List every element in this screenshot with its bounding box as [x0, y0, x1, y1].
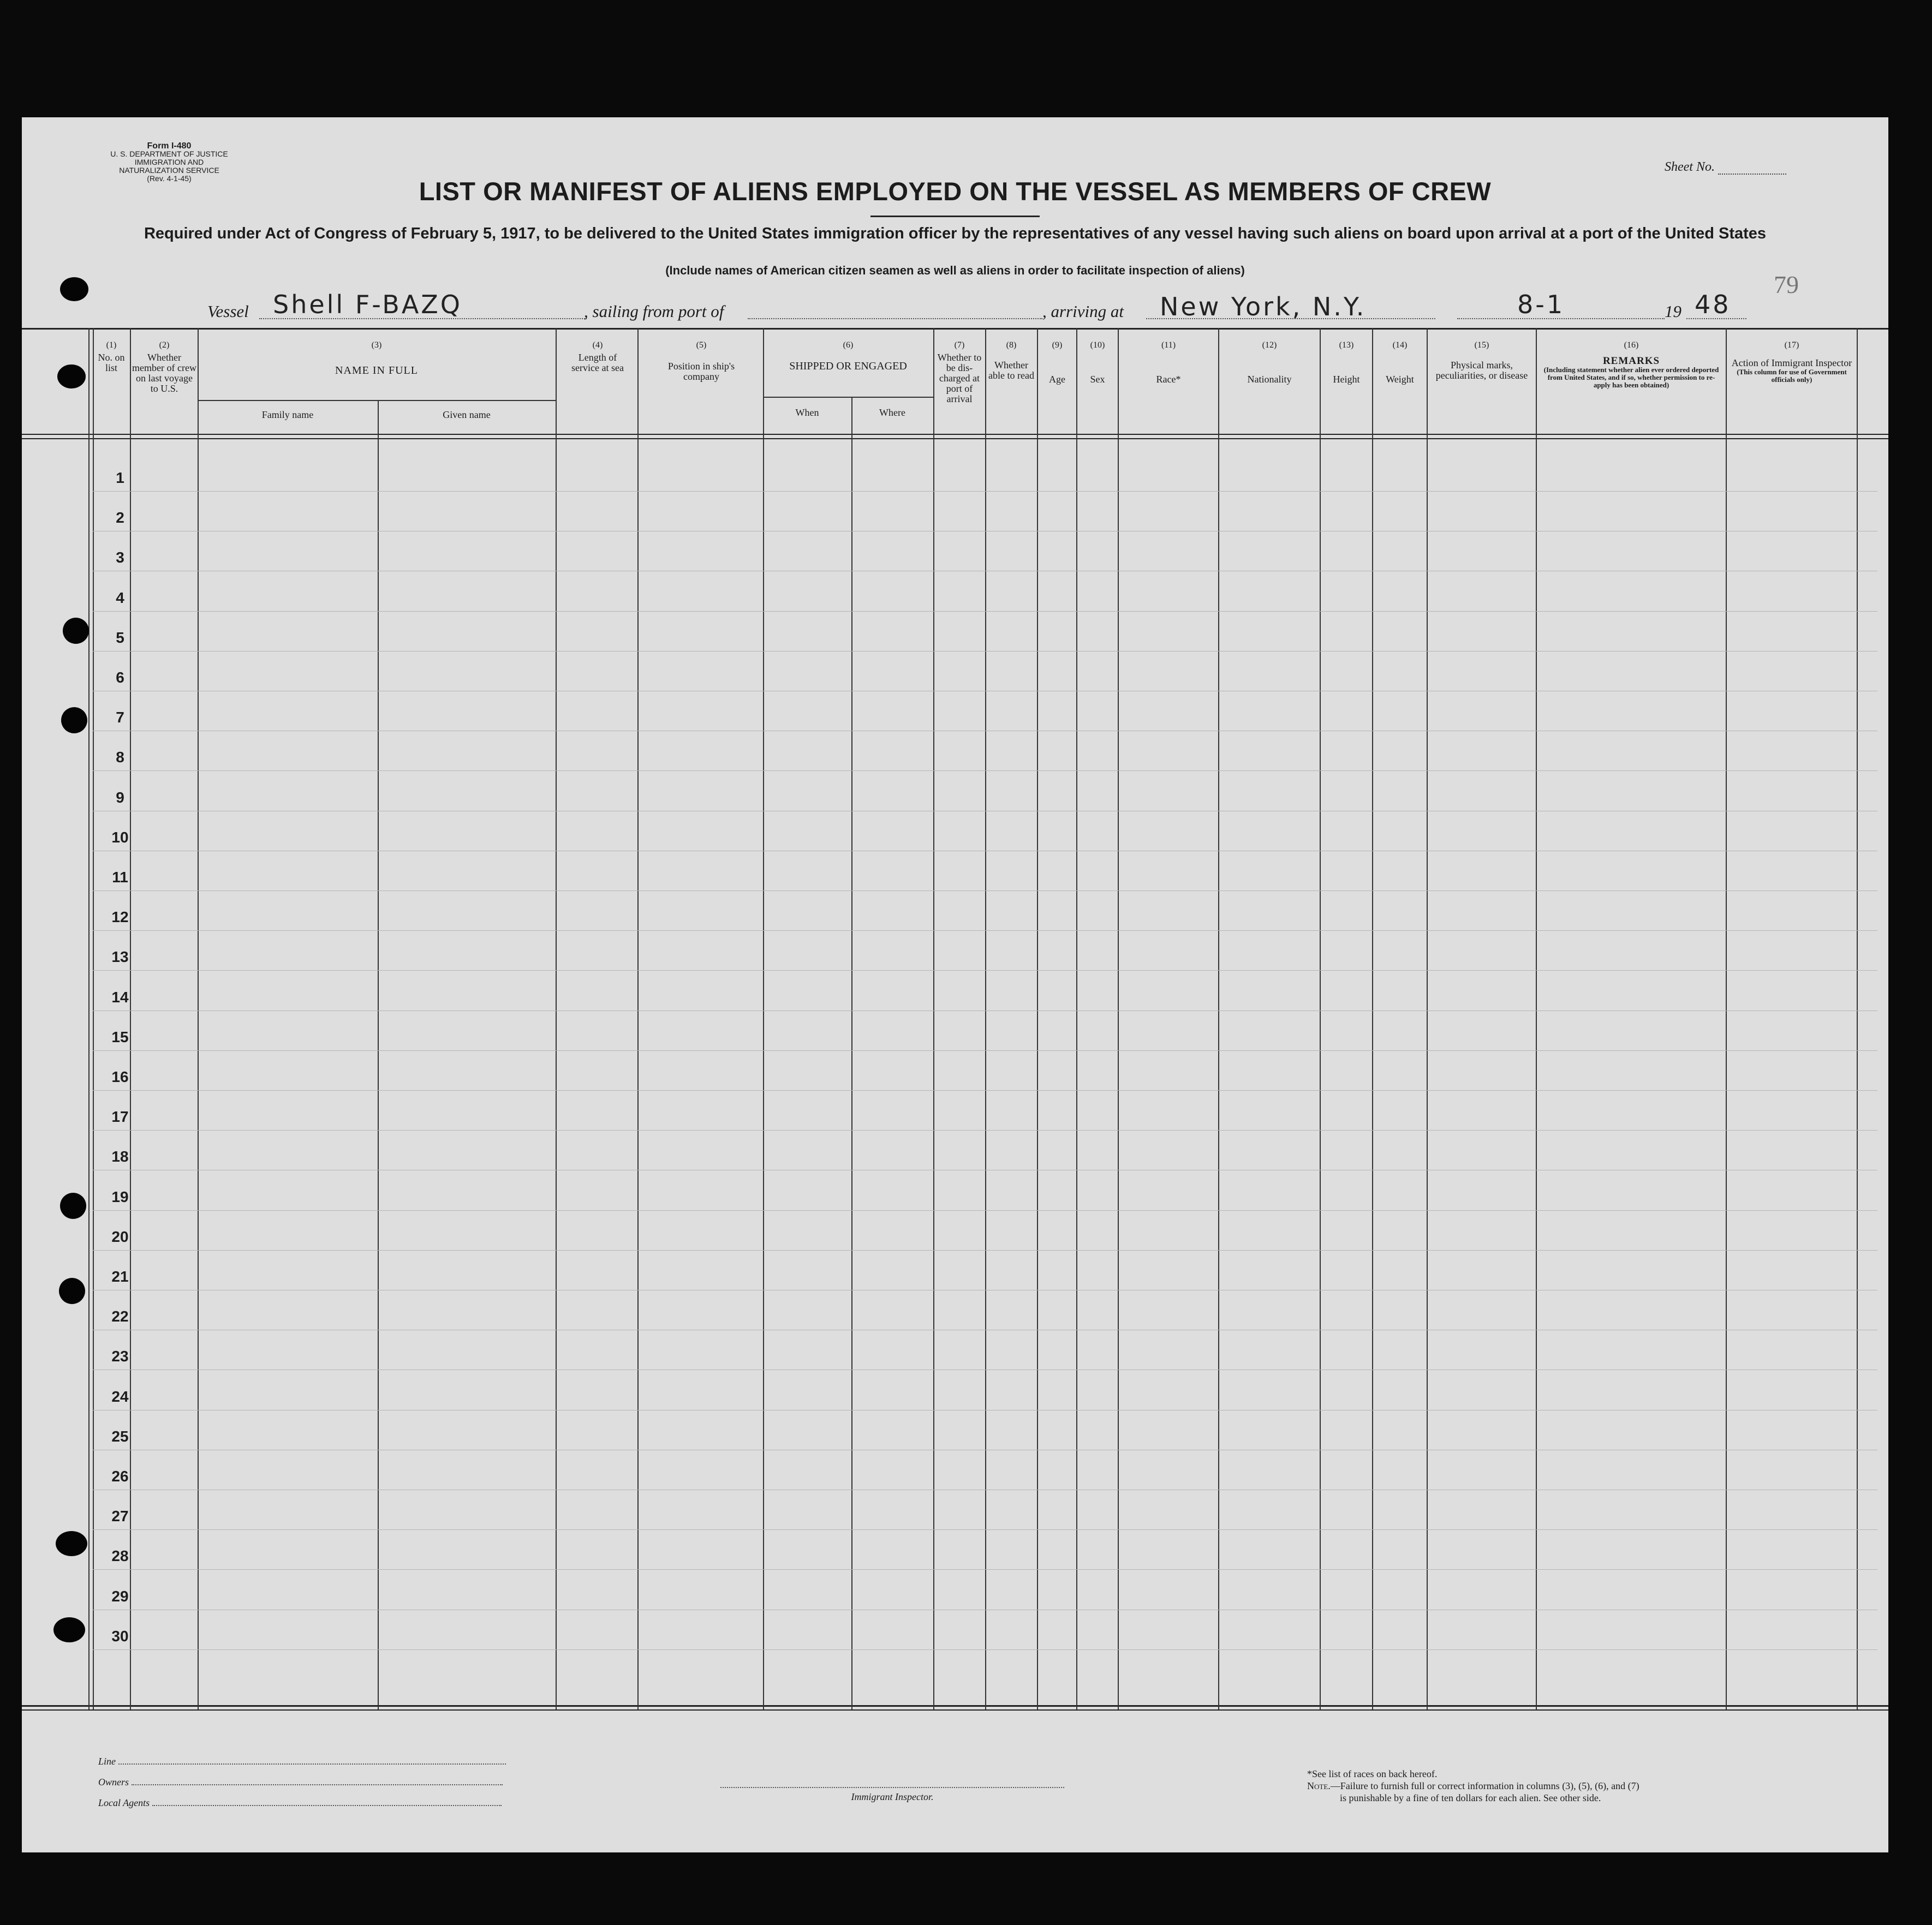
header-bottom-rule-2 — [22, 438, 1888, 439]
year-prefix: 19 — [1665, 302, 1681, 321]
table-row — [93, 491, 1877, 492]
arriving-label: , arriving at — [1042, 302, 1124, 321]
row-number: 2 — [116, 509, 124, 527]
col-13-header: (13) Height — [1333, 340, 1360, 385]
col-1-header: (1) No. on list — [98, 340, 125, 373]
arriving-value: New York, N.Y. — [1160, 292, 1367, 321]
col-11-header: (11) Race* — [1156, 340, 1181, 385]
row-number: 9 — [116, 788, 124, 806]
punch-hole — [63, 618, 89, 644]
family-name-header: Family name — [261, 409, 314, 420]
punch-hole — [60, 1193, 86, 1219]
subtitle: Required under Act of Congress of February 5, 1917, to be delivered to the United States immigration officer by the representatives of any vessel having such aliens on board upon arrival at a port of the United States — [144, 225, 1767, 242]
table-row — [93, 890, 1877, 891]
punch-hole — [57, 364, 86, 388]
row-number: 30 — [111, 1627, 129, 1645]
punch-hole — [56, 1531, 87, 1556]
col-7-header: (7) Whether to be dis-charged at port of arrival — [937, 340, 982, 404]
row-number: 3 — [116, 549, 124, 566]
vessel-value: Shell F-BAZQ — [273, 290, 462, 319]
given-name-header: Given name — [443, 409, 491, 420]
col-9-header: (9) Age — [1049, 340, 1065, 385]
when-header: When — [795, 407, 819, 418]
table-row — [93, 1090, 1877, 1091]
table-row — [93, 930, 1877, 931]
col-4-header: (4) Length of service at sea — [571, 340, 624, 373]
table-row — [93, 1529, 1877, 1530]
row-number: 18 — [111, 1148, 129, 1165]
row-number: 21 — [111, 1268, 129, 1285]
table-bottom-rule-2 — [22, 1709, 1888, 1711]
row-number: 17 — [111, 1108, 129, 1126]
col-14-header: (14) Weight — [1386, 340, 1414, 385]
punch-hole — [60, 277, 88, 301]
table-row — [93, 1569, 1877, 1570]
row-number: 10 — [111, 828, 129, 846]
manifest-sheet — [22, 117, 1888, 1852]
col-2-header: (2) Whether member of crew on last voyage to U.S. — [132, 340, 196, 394]
header-bottom-rule — [22, 434, 1888, 435]
row-number: 22 — [111, 1308, 129, 1325]
table-row — [93, 611, 1877, 612]
row-number: 24 — [111, 1388, 129, 1405]
row-number: 4 — [116, 589, 124, 606]
col-8-header: (8) Whether able to read — [988, 340, 1034, 381]
row-number: 5 — [116, 629, 124, 646]
punch-hole — [61, 707, 87, 733]
year-value: 48 — [1695, 290, 1731, 319]
owners-label: Owners — [98, 1777, 129, 1787]
table-row — [93, 1130, 1877, 1131]
row-number: 6 — [116, 669, 124, 686]
table-top-rule — [22, 328, 1888, 330]
line-field — [98, 1756, 506, 1767]
include-note: (Include names of American citizen seamen as well as aliens in order to facilitate inspection of aliens) — [665, 264, 1245, 277]
sheet-number-label: Sheet No. — [1665, 160, 1715, 174]
page-number: 79 — [1774, 271, 1799, 298]
vessel-label: Vessel — [207, 302, 249, 321]
table-row — [93, 1210, 1877, 1211]
row-number: 11 — [112, 869, 128, 886]
col-10-header: (10) Sex — [1090, 340, 1105, 385]
row-number: 16 — [111, 1068, 129, 1085]
table-row — [93, 1050, 1877, 1051]
inspector-signature — [720, 1776, 1064, 1803]
row-number: 8 — [116, 749, 124, 766]
row-number: 12 — [111, 908, 129, 926]
shipped-subheader-rule — [763, 397, 933, 398]
form-number: Form I-480 — [147, 141, 192, 151]
agents-field — [98, 1797, 502, 1809]
name-subheader-rule — [198, 400, 556, 401]
revision: (Rev. 4-1-45) — [147, 174, 192, 183]
table-row — [93, 770, 1877, 771]
row-number: 19 — [111, 1188, 129, 1205]
note-text-2: is punishable by a fine of ten dollars for each alien. See other side. — [1340, 1792, 1601, 1803]
row-number: 7 — [116, 709, 124, 726]
footnote — [1307, 1768, 1639, 1804]
inspector-label: Immigrant Inspector. — [851, 1791, 934, 1802]
row-number: 28 — [111, 1547, 129, 1565]
table-bottom-rule — [22, 1705, 1888, 1707]
row-number: 14 — [111, 988, 129, 1006]
date-value: 8-1 — [1517, 290, 1565, 319]
col-17-header: (17) Action of Immigrant Inspector (This column for use of Government officials only) — [1731, 340, 1852, 384]
table-row — [93, 970, 1877, 971]
row-number: 23 — [111, 1348, 129, 1365]
department: U. S. DEPARTMENT OF JUSTICE — [110, 150, 228, 158]
races-note: *See list of races on back hereof. — [1307, 1768, 1438, 1779]
col-6-header: (6) SHIPPED OR ENGAGED — [789, 340, 907, 372]
punch-hole — [53, 1617, 85, 1642]
row-number: 20 — [111, 1228, 129, 1245]
table-row — [93, 1649, 1877, 1650]
row-number: 15 — [111, 1028, 129, 1045]
col-5-header: (5) Position in ship's company — [667, 340, 735, 382]
manifest-table — [22, 117, 1888, 1852]
page-title: LIST OR MANIFEST OF ALIENS EMPLOYED ON THE VESSEL AS MEMBERS OF CREW — [419, 177, 1492, 206]
row-number: 27 — [111, 1508, 129, 1525]
punch-hole — [59, 1278, 85, 1304]
row-number: 1 — [116, 469, 124, 486]
col-12-header: (12) Nationality — [1247, 340, 1292, 385]
row-number: 29 — [111, 1587, 129, 1605]
owners-field — [98, 1777, 503, 1788]
row-number: 25 — [111, 1427, 129, 1445]
agents-label: Local Agents — [98, 1797, 150, 1808]
note-text: —Failure to furnish full or correct information in columns (3), (5), (6), and (7) — [1330, 1780, 1639, 1791]
sailing-label: , sailing from port of — [584, 302, 724, 321]
note-label: Note. — [1307, 1780, 1331, 1791]
service: IMMIGRATION AND NATURALIZATION SERVICE — [119, 158, 219, 175]
where-header: Where — [879, 407, 905, 418]
line-label: Line — [98, 1756, 116, 1767]
table-row — [93, 1250, 1877, 1251]
col-3-header: (3) NAME IN FULL — [335, 340, 418, 376]
col-15-header: (15) Physical marks, peculiarities, or disease — [1435, 340, 1528, 381]
col-16-header: (16) REMARKS (Including statement whether alien ever ordered deported from United States, and if so, whether permission to re-apply has been obtained) — [1543, 340, 1719, 389]
row-number: 26 — [111, 1468, 129, 1485]
row-number: 13 — [111, 948, 129, 966]
